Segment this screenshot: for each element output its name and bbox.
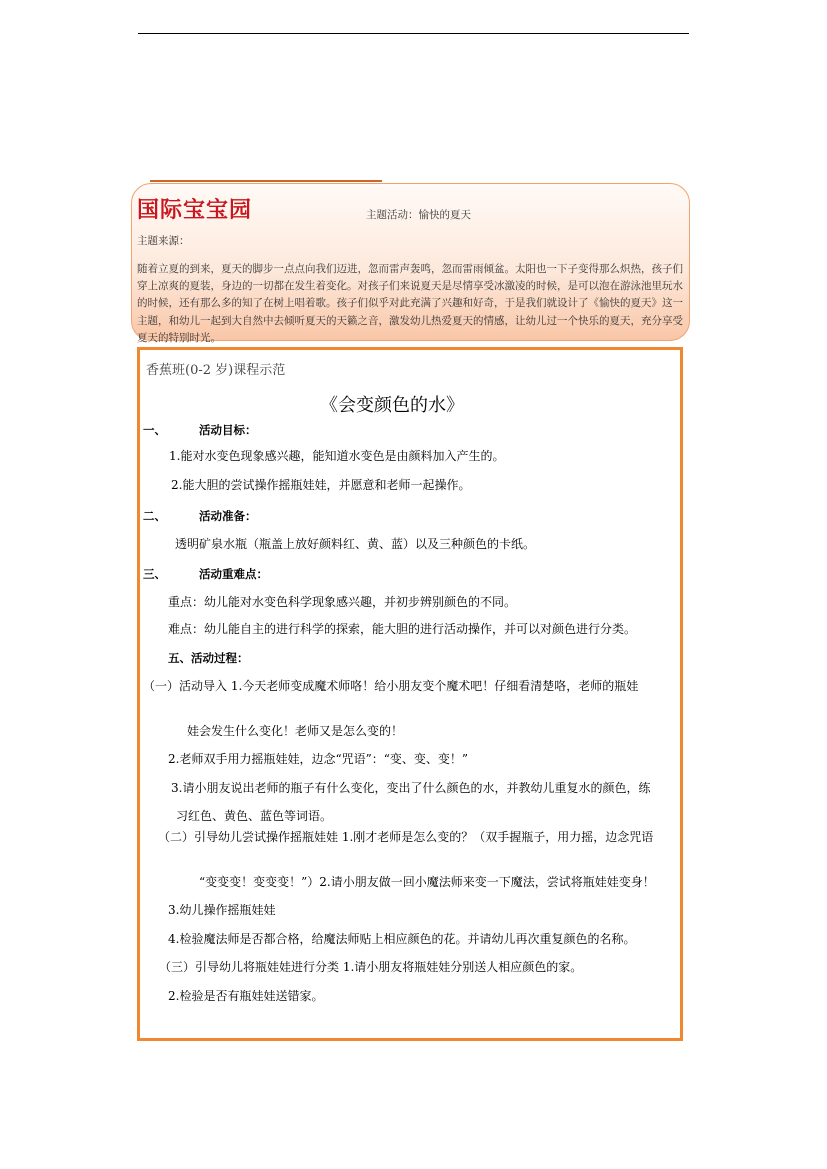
process-step: 2.检验是否有瓶娃娃送错家。	[168, 989, 324, 1003]
goal-item: 1.能对水变色现象感兴趣，能知道水变色是由颜料加入产生的。	[169, 449, 505, 463]
key-point: 重点：幼儿能对水变色科学现象感兴趣，并初步辨别颜色的不同。	[168, 595, 517, 609]
difficult-point: 难点：幼儿能自主的进行科学的探索，能大胆的进行活动操作，并可以对颜色进行分类。	[168, 622, 637, 636]
brand-title: 国际宝宝园	[137, 198, 253, 223]
section-heading-key: 活动重难点：	[199, 567, 268, 581]
goal-item: 2.能大胆的尝试操作摇瓶娃娃，并愿意和老师一起操作。	[171, 478, 471, 492]
section-number: 三、	[143, 567, 166, 581]
lesson-title: 《会变颜色的水》	[320, 395, 464, 416]
section-heading-goals: 活动目标：	[199, 423, 257, 437]
section-number: 一、	[143, 423, 166, 437]
process-step: 习红色、黄色、蓝色等词语。	[176, 809, 333, 823]
process-step: “变变变！变变变！”）2.请小朋友做一回小魔法师来变一下魔法，尝试将瓶娃娃变身！	[199, 875, 655, 889]
section-heading-process: 五、活动过程：	[168, 651, 249, 665]
theme-activity: 主题活动：愉快的夏天	[366, 209, 471, 221]
process-step: 4.检验魔法师是否都合格，给魔法师贴上相应颜色的花。并请幼儿再次重复颜色的名称。	[168, 932, 636, 946]
theme-source: 主题来源：	[137, 235, 190, 247]
header-rule	[138, 33, 689, 34]
section-number: 二、	[143, 509, 166, 523]
banner-tab-line	[150, 180, 382, 182]
process-step: 娃会发生什么变化！老师又是怎么变的！	[187, 724, 404, 738]
process-step: （一）活动导入 1.今天老师变成魔术师咯！给小朋友变个魔术吧！仔细看清楚咯，老师的瓶娃	[143, 679, 639, 693]
process-step: （二）引导幼儿尝试操作摇瓶娃娃 1.刚才老师是怎么变的？（双手握瓶子，用力摇，边念咒语	[158, 830, 654, 844]
class-title: 香蕉班(0-2 岁)课程示范	[146, 363, 286, 378]
process-step: 2.老师双手用力摇瓶娃娃，边念“咒语”：“变、变、变！”	[168, 752, 468, 766]
process-step: 3.请小朋友说出老师的瓶子有什么变化，变出了什么颜色的水，并教幼儿重复水的颜色，练	[171, 781, 651, 795]
section-heading-prep: 活动准备：	[199, 509, 257, 523]
prep-text: 透明矿泉水瓶（瓶盖上放好颜料红、黄、蓝）以及三种颜色的卡纸。	[175, 537, 536, 551]
process-step: 3.幼儿操作摇瓶娃娃	[168, 903, 276, 917]
banner-paragraph: 随着立夏的到来，夏天的脚步一点点向我们迈进，忽而雷声轰鸣，忽而雷雨倾盆。太阳也一下子变得那么炽热，孩子们穿上凉爽的夏装，身边的一切都在发生着变化。对孩子们来说夏天是尽情享受冰激凌的时候，是可以泡在游泳池里玩水的时候，还有那么多的知了在树上唱着歌。孩子们似乎对此充满了兴趣和好奇，于是我们就设计了《愉快的夏天》这一主题，和幼儿一起到大自然中去倾听夏天的天籁之音，激发幼儿热爱夏天的情感，让幼儿过一个快乐的夏天，充分享受夏天的特别时光。	[137, 263, 683, 344]
process-step: （三）引导幼儿将瓶娃娃进行分类 1.请小朋友将瓶娃娃分别送人相应颜色的家。	[159, 960, 583, 974]
